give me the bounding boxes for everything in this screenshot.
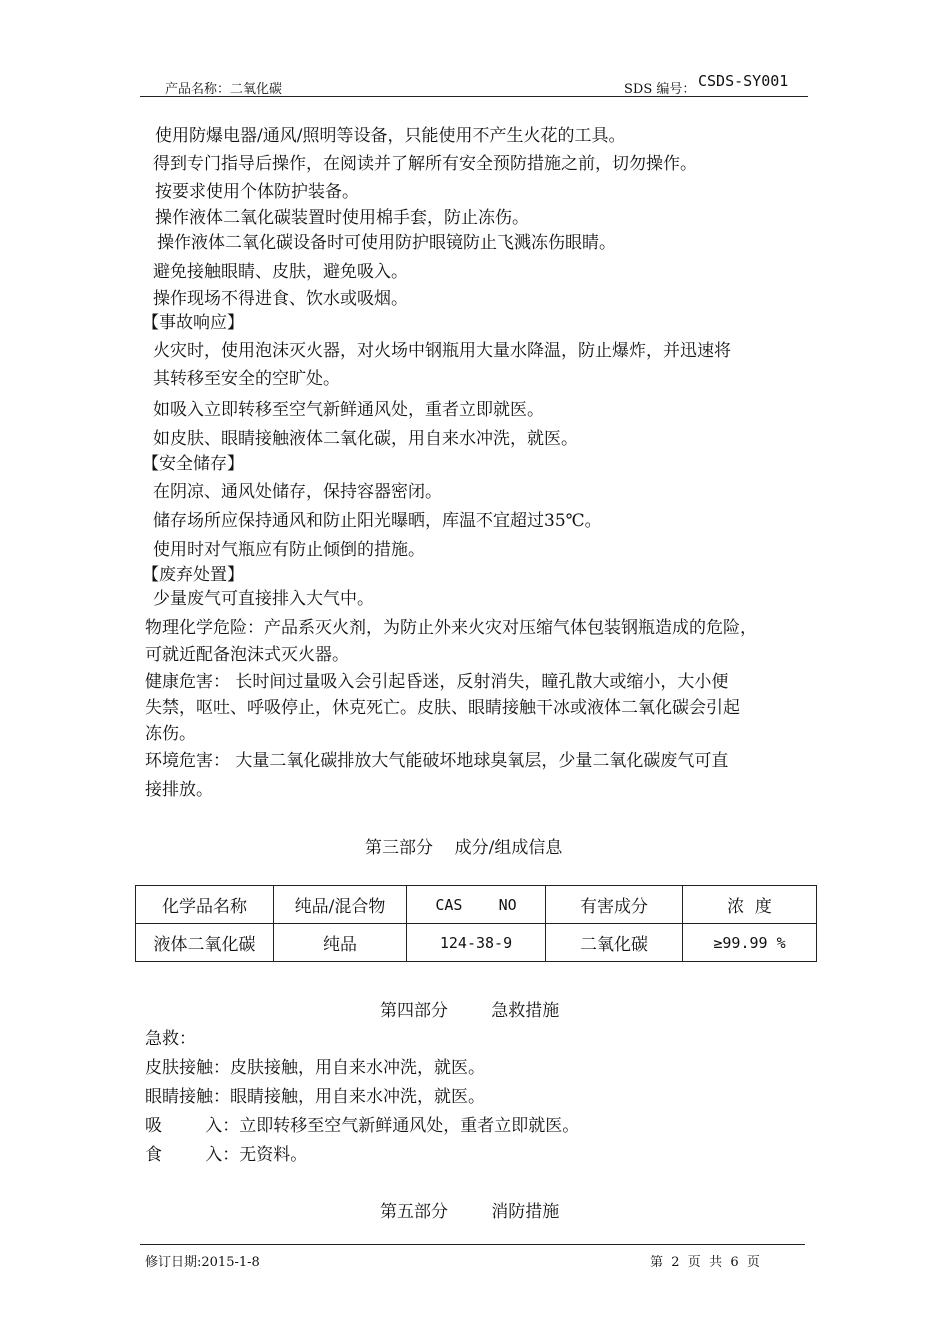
handling-line: 避免接触眼睛、皮肤，避免吸入。: [153, 262, 408, 282]
footer-page-number: 第 2 页 共 6 页: [650, 1255, 760, 1270]
health-hazard-line: 冻伤。: [145, 724, 196, 744]
first-aid-line: 食 入：无资料。: [145, 1145, 308, 1165]
footer-revision-date: 修订日期:2015-1-8: [145, 1255, 260, 1270]
handling-line: 操作液体二氧化碳装置时使用棉手套，防止冻伤。: [155, 208, 529, 228]
environment-hazard-line: 接排放。: [145, 780, 213, 800]
table-cell: 液体二氧化碳: [136, 924, 274, 962]
composition-table: [135, 885, 817, 962]
first-aid-line: 吸 入：立即转移至空气新鲜通风处，重者立即就医。: [145, 1116, 580, 1136]
handling-line: 得到专门指导后操作，在阅读并了解所有安全预防措施之前，切勿操作。: [153, 154, 697, 174]
first-aid-line: 眼睛接触：眼睛接触，用自来水冲洗，就医。: [145, 1087, 485, 1107]
handling-line: 按要求使用个体防护装备。: [155, 182, 359, 202]
first-aid-line: 皮肤接触：皮肤接触，用自来水冲洗，就医。: [145, 1058, 485, 1078]
table-header-cell: 化学品名称: [136, 886, 274, 924]
environment-hazard-line: 环境危害： 大量二氧化碳排放大气能破坏地球臭氧层，少量二氧化碳废气可直: [145, 751, 729, 771]
table-cell: 124-38-9: [407, 924, 546, 962]
handling-line: 操作液体二氧化碳设备时可使用防护眼镜防止飞溅冻伤眼睛。: [157, 233, 616, 253]
header-rule: [140, 96, 808, 97]
table-cell: 二氧化碳: [546, 924, 683, 962]
header-sds-code: CSDS-SY001: [698, 72, 789, 90]
first-aid-line: 急救：: [145, 1029, 196, 1049]
table-header-cell: 有害成分: [546, 886, 683, 924]
disposal-heading: 【废弃处置】: [142, 565, 244, 585]
health-hazard-line: 健康危害： 长时间过量吸入会引起昏迷，反射消失，瞳孔散大或缩小，大小便: [145, 672, 729, 692]
section4-title: 第四部分 急救措施: [380, 1001, 560, 1021]
accident-response-line: 火灾时，使用泡沫灭火器，对火场中钢瓶用大量水降温，防止爆炸，并迅速将: [153, 341, 731, 361]
table-cell: ≥99.99 %: [683, 924, 817, 962]
table-header-row: [136, 886, 817, 924]
handling-line: 操作现场不得进食、饮水或吸烟。: [153, 289, 408, 309]
section3-title: 第三部分 成分/组成信息: [365, 838, 563, 858]
disposal-line: 少量废气可直接排入大气中。: [153, 589, 374, 609]
safe-storage-heading: 【安全储存】: [142, 454, 244, 474]
accident-response-heading: 【事故响应】: [142, 313, 244, 333]
table-header-cell: 纯品/混合物: [274, 886, 407, 924]
accident-response-line: 其转移至安全的空旷处。: [153, 369, 340, 389]
header-sds-label: SDS 编号：: [624, 82, 696, 97]
header-product-name: 产品名称：二氧化碳: [165, 82, 283, 97]
accident-response-line: 如吸入立即转移至空气新鲜通风处，重者立即就医。: [153, 400, 544, 420]
health-hazard-line: 失禁，呕吐、呼吸停止，休克死亡。皮肤、眼睛接触干冰或液体二氧化碳会引起: [145, 698, 740, 718]
table-header-cell: 浓 度: [683, 886, 817, 924]
section5-title: 第五部分 消防措施: [380, 1202, 560, 1222]
accident-response-line: 如皮肤、眼睛接触液体二氧化碳，用自来水冲洗，就医。: [153, 429, 578, 449]
safe-storage-line: 储存场所应保持通风和防止阳光曝晒，库温不宜超过35℃。: [153, 511, 602, 531]
table-cell: 纯品: [274, 924, 407, 962]
footer-rule: [140, 1244, 805, 1245]
safe-storage-line: 在阴凉、通风处储存，保持容器密闭。: [153, 482, 442, 502]
handling-line: 使用防爆电器/通风/照明等设备，只能使用不产生火花的工具。: [155, 126, 626, 146]
table-row: [136, 924, 817, 962]
table-header-cell: CAS NO: [407, 886, 546, 924]
safe-storage-line: 使用时对气瓶应有防止倾倒的措施。: [153, 540, 425, 560]
physical-hazard-line: 物理化学危险：产品系灭火剂，为防止外来火灾对压缩气体包装钢瓶造成的危险，: [145, 618, 757, 638]
physical-hazard-line: 可就近配备泡沫式灭火器。: [145, 645, 349, 665]
